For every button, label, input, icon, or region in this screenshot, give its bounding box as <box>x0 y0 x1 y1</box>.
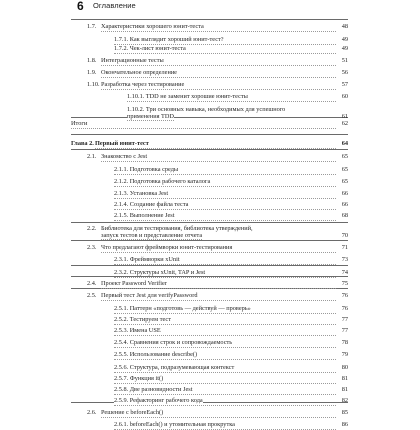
running-head: Оглавление <box>93 1 136 10</box>
toc-entry-title <box>101 24 336 32</box>
toc-entry-title-text: Что предлагают фреймворки юнит-тестирования <box>101 244 233 251</box>
toc-page-number: 48 <box>341 23 348 30</box>
toc-entry-title <box>114 317 336 325</box>
toc-entry-title-text: Первый тест Jest для verifyPassword <box>101 292 198 299</box>
toc-page-number: 65 <box>341 178 348 185</box>
toc-entry-title-text: 2.3.1. Фреймворки xUnit <box>114 256 180 263</box>
toc-entry-title <box>114 257 336 265</box>
toc-entry-title-text: 2.1.1. Подготовка среды <box>114 166 179 173</box>
toc-entry-title-text: 2.1.5. Выполнение Jest <box>114 212 175 219</box>
toc-page-number: 64 <box>341 140 348 147</box>
toc-entry-title-text: 2.5.1. Паттерн «подготовь — действуй — проверь» <box>114 305 251 312</box>
toc-entry-title-continuation: запуск тестов и представление отчета <box>101 231 203 239</box>
toc-entry-title-text: Разработка через тестирование <box>101 81 185 88</box>
toc-entry-title <box>114 202 336 210</box>
toc-entry-title <box>101 70 336 78</box>
toc-page-number: 71 <box>341 244 348 251</box>
toc-page-number: 80 <box>341 364 348 371</box>
toc-page-number: 61 <box>341 112 348 120</box>
toc-entry-title-text: 2.6.1. beforeEach() и утомительная прокрутка <box>114 421 235 428</box>
toc-entry-title-text: 1.10.2. Три основных навыка, необходимых для успешного <box>127 106 286 113</box>
toc-entry-title-text: 2.5.3. Имена USE <box>114 327 161 334</box>
toc-entry-title <box>114 328 336 336</box>
toc-entry-title <box>114 191 336 199</box>
toc-entry-number: 1.10. <box>87 81 100 88</box>
toc-page-number: 51 <box>341 57 348 64</box>
toc-page-number: 78 <box>341 339 348 346</box>
toc-entry-title-text: Решение с beforeEach() <box>101 409 164 416</box>
toc-page-number: 57 <box>341 81 348 88</box>
toc-page-number: 81 <box>341 375 348 382</box>
toc-entry-title-text: 2.1.3. Установка Jest <box>114 190 169 197</box>
toc-divider <box>71 149 348 150</box>
toc-entry-title-text: 1.7.1. Как выглядит хороший юнит-тест? <box>114 36 224 43</box>
toc-entry-number: 2.3. <box>87 244 97 251</box>
toc-entry-title-text: Окончательное определение <box>101 69 177 76</box>
toc-entry-title <box>114 179 336 187</box>
toc-entry-title <box>114 376 336 384</box>
toc-entry-title-text: Знакомство с Jest <box>101 153 148 160</box>
toc-entry-title-text: 1.7.2. Чек-лист юнит-теста <box>114 45 186 52</box>
toc-entry-number: 2.6. <box>87 409 97 416</box>
toc-page-number: 65 <box>341 153 348 160</box>
toc-entry-title-text: 2.5.7. Функция it() <box>114 375 164 382</box>
toc-entry-title-text: Итоги <box>71 120 88 127</box>
toc-entry-title <box>114 46 336 54</box>
toc-entry-title-text: Первый юнит-тест <box>95 140 149 147</box>
toc-entry-title <box>114 270 336 278</box>
toc-entry-title <box>114 213 336 221</box>
toc-entry-title-text: 2.3.2. Структуры xUnit, TAP и Jest <box>114 269 206 276</box>
toc-entry-title-text: Библиотека для тестирования, библиотека утверждений, <box>101 225 253 232</box>
toc-entry-title <box>101 154 336 162</box>
toc-entry-title <box>127 94 336 102</box>
toc-entry-title <box>101 245 336 253</box>
toc-page-number: 65 <box>341 166 348 173</box>
toc-page-number: 81 <box>341 386 348 393</box>
toc-entry-title-continuation: применения TDD <box>127 112 174 120</box>
toc-entry-title <box>101 226 336 239</box>
toc-entry-number: 1.7. <box>87 23 97 30</box>
toc-entry-title <box>101 281 336 289</box>
toc-entry-title <box>101 82 336 90</box>
toc-entry-title <box>71 121 336 129</box>
toc-page-number: 79 <box>341 351 348 358</box>
toc-entry-number: 2.4. <box>87 280 97 287</box>
toc-entry-title <box>114 422 336 430</box>
toc-entry-title <box>114 387 336 395</box>
toc-page-number: 74 <box>341 269 348 276</box>
toc-entry-title-text: 2.1.2. Подготовка рабочего каталога <box>114 178 211 185</box>
toc-entry-number: 2.5. <box>87 292 97 299</box>
toc-page-number: 56 <box>341 69 348 76</box>
toc-entry-title-text: 2.5.2. Тестируем тест <box>114 316 171 323</box>
toc-entry-title <box>101 293 336 301</box>
toc-page-number: 66 <box>341 190 348 197</box>
toc-page-number: 86 <box>341 421 348 428</box>
toc-entry-number: Глава 2. <box>71 140 94 147</box>
toc-entry-number: 2.1. <box>87 153 97 160</box>
toc-entry-title-text: 2.5.6. Структура, подразумевающая контекст <box>114 364 235 371</box>
toc-entry-number: 2.2. <box>87 225 97 232</box>
toc-entry-title <box>114 37 336 45</box>
toc-page-number: 77 <box>341 316 348 323</box>
toc-page-number: 62 <box>341 120 348 127</box>
toc-page-number: 82 <box>341 397 348 404</box>
toc-page-number: 49 <box>341 45 348 52</box>
toc-entry-title <box>127 107 336 120</box>
table-of-contents <box>71 0 348 428</box>
toc-entry-title <box>114 167 336 175</box>
toc-entry-number: 1.8. <box>87 57 97 64</box>
toc-page-number: 68 <box>341 212 348 219</box>
toc-page-number: 77 <box>341 327 348 334</box>
toc-entry-title-text: 2.5.9. Рефакторинг рабочего кода <box>114 397 203 404</box>
toc-page-number: 76 <box>341 292 348 299</box>
toc-entry-title-text: Характеристики хорошего юнит-теста <box>101 23 204 30</box>
toc-page-number: 60 <box>341 93 348 100</box>
toc-entry-title-text: 2.5.8. Две разновидности Jest <box>114 386 193 393</box>
toc-entry-number: 1.9. <box>87 69 97 76</box>
toc-page-number: 70 <box>341 231 348 239</box>
toc-entry-title <box>114 352 336 360</box>
toc-page-number: 85 <box>341 409 348 416</box>
toc-divider <box>71 222 348 223</box>
toc-page-number: 73 <box>341 256 348 263</box>
toc-entry-title <box>114 398 336 406</box>
toc-entry-title-text: 2.1.4. Создание файла теста <box>114 201 189 208</box>
toc-entry-title-text: 2.5.5. Использование describe() <box>114 351 198 358</box>
toc-divider <box>71 240 348 241</box>
toc-page-number: 49 <box>341 36 348 43</box>
toc-entry-title-text: 1.10.1. TDD не заменит хорошие юнит-тесты <box>127 93 248 100</box>
toc-page-number: 76 <box>341 305 348 312</box>
toc-divider <box>71 19 348 20</box>
toc-divider <box>71 134 348 135</box>
toc-divider <box>71 265 348 266</box>
toc-entry-title <box>114 306 336 314</box>
toc-entry-title-text: 2.5.4. Сравнения строк и сопровождаемость <box>114 339 233 346</box>
toc-entry-title-text: Интеграционные тесты <box>101 57 164 64</box>
toc-page-number: 66 <box>341 201 348 208</box>
page-number: 6 <box>77 0 84 13</box>
toc-entry-title <box>114 340 336 348</box>
toc-entry-title <box>101 58 336 66</box>
toc-entry-title <box>114 365 336 373</box>
toc-entry-title-text: Проект Password Verifier <box>101 280 167 287</box>
toc-entry-title <box>101 410 336 418</box>
toc-page-number: 75 <box>341 280 348 287</box>
toc-entry-title <box>95 141 336 149</box>
